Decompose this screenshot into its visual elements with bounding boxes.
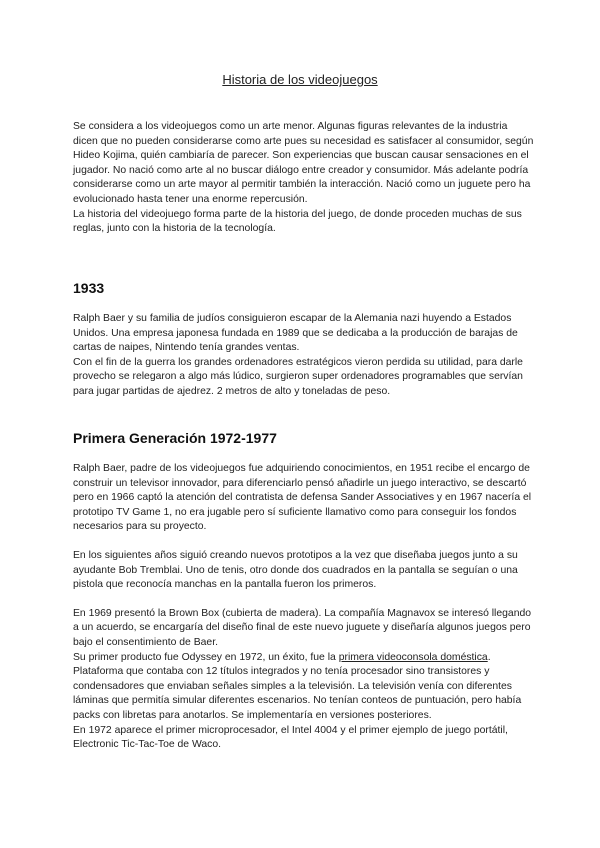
section-heading-1933: 1933 <box>73 280 105 296</box>
gen1-paragraph-3: En 1969 presentó la Brown Box (cubierta de madera). La compañía Magnavox se interesó llegando a un acuerdo, se encargaría del diseño final de este nuevo juguete y diseñaría algunos juegos pero bajo el consentimiento de Baer. <box>73 607 532 648</box>
s1933-paragraph-1: Ralph Baer y su familia de judíos consiguieron escapar de la Alemania nazi huyendo a Estados Unidos. Una empresa japonesa fundada en 1989 que se dedicaba a la producción de barajas de cartas de naipes, Nintendo tenía grandes ventas. <box>73 313 518 354</box>
intro-section <box>73 120 535 237</box>
gen1-paragraph-4 <box>73 651 535 724</box>
s1933-paragraph-2: Con el fin de la guerra los grandes ordenadores estratégicos vieron perdida su utilidad, para darle provecho se relegaron a algo más lúdico, surgieron super ordenadores programables que servían para jugar partidas de ajedrez. 2 metros de alto y toneladas de peso. <box>73 356 523 397</box>
gen1-p4-post: . Plataforma que contaba con 12 títulos integrados y no tenía procesador sino transistores y condensadores que enviaban señales simples a la televisión. La televisión venía con diferentes láminas que permitía simular diferentes escenarios. No tenían conteos de puntuación, pero había packs con libretas para anotarlos. Se implementaría en versiones posteriores. <box>73 651 522 721</box>
gen1-paragraph-5: En 1972 aparece el primer microprocesador, el Intel 4004 y el primer ejemplo de juego portátil, Electronic Tic-Tac-Toe de Waco. <box>73 724 508 751</box>
document-title: Historia de los videojuegos <box>222 72 378 87</box>
videoconsola-link[interactable]: primera videoconsola doméstica <box>338 651 488 663</box>
section-gen1 <box>73 462 535 753</box>
gen1-paragraph-1: Ralph Baer, padre de los videojuegos fue adquiriendo conocimientos, en 1951 recibe el encargo de construir un televisor innovador, para diferenciarlo pensó añadirle un juego interactivo, se descartó pero en 1966 captó la atención del contratista de defensa Sander Associatives y en 1967 nacería el prototipo TV Game 1, no era jugable pero sí suficiente llamativo como para conseguir los fondos necesarios para su proyecto. <box>73 463 532 533</box>
section-heading-gen1: Primera Generación 1972-1977 <box>73 430 277 446</box>
section-1933 <box>73 312 535 400</box>
gen1-p4-pre: Su primer producto fue Odyssey en 1972, un éxito, fue la <box>73 651 339 663</box>
gen1-paragraph-2: En los siguientes años siguió creando nuevos prototipos a la vez que diseñaba juegos junto a su ayudante Bob Tremblai. Uno de tenis, otro donde dos cuadrados en la pantalla se seguían o una pistola que reconocía manchas en la pantalla fueron los primeros. <box>73 549 518 591</box>
intro-paragraph-2: La historia del videojuego forma parte de la historia del juego, de donde proceden muchas de sus reglas, junto con la historia de la tecnología. <box>73 208 522 235</box>
intro-paragraph-1: Se considera a los videojuegos como un arte menor. Algunas figuras relevantes de la industria dicen que no pueden considerarse como arte pues su necesidad es satisfacer al consumidor, según Hideo Kojima, quién cambiaría de parecer. Son experiencias que buscan causar sensaciones en el jugador. No nació como arte al no buscar diálogo entre creador y consumidor. Más adelante podría considerarse como un arte mayor al permitir también la interacción. Nació como un juguete pero ha evolucionado hasta tener una enorme repercusión. <box>73 121 534 205</box>
